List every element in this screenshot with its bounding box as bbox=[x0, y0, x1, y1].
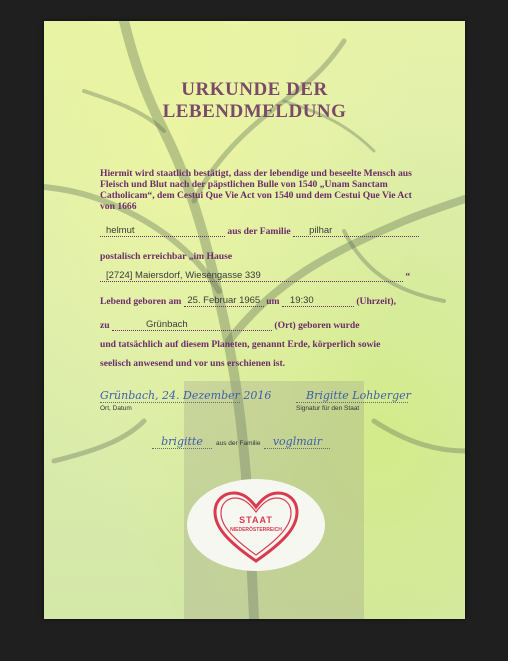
family-label: aus der Familie bbox=[227, 226, 291, 237]
seal-text-region: NIEDERÖSTERREICH bbox=[230, 527, 282, 533]
zu-label: zu bbox=[100, 320, 110, 331]
state-seal bbox=[187, 479, 325, 571]
intro-paragraph: Hiermit wird staatlich bestätigt, dass der lebendige und beseelte Mensch aus Fleisch und Blut nach der päpstlichen Bulle von 1540 „Unam Sanctam Catholicam“, dem Cestui Que Vie Act von 1540 und dem Cestui Que Vie Act von 1666 bbox=[100, 168, 412, 212]
place-date-line bbox=[100, 402, 240, 403]
name-line bbox=[100, 225, 419, 239]
first-name-field: helmut bbox=[100, 225, 225, 237]
address-field: [2724] Maiersdorf, Wiesengasse 339 bbox=[100, 270, 403, 282]
soul-line: seelisch anwesend und vor uns erschienen ist. bbox=[100, 358, 286, 369]
certificate-page bbox=[44, 21, 465, 619]
seal-text-staat: STAAT bbox=[239, 515, 273, 525]
birth-time-field: 19:30 bbox=[282, 295, 354, 307]
planet-line: und tatsächlich auf diesem Planeten, genannt Erde, körperlich sowie bbox=[100, 339, 381, 350]
place-date-label: Ort, Datum bbox=[100, 405, 132, 412]
state-signature-line bbox=[296, 402, 408, 403]
witness-line bbox=[152, 432, 330, 448]
heart-stamp-icon bbox=[187, 479, 325, 571]
family-name-field: pilhar bbox=[293, 225, 419, 237]
place-suffix: (Ort) geboren wurde bbox=[274, 320, 360, 331]
witness-first-name: brigitte bbox=[152, 435, 212, 449]
birth-place-line bbox=[100, 319, 360, 333]
certificate-title-line1: URKUNDE DER bbox=[181, 79, 328, 100]
address-close-quote: “ bbox=[405, 271, 411, 282]
state-signature: Brigitte Lohberger bbox=[306, 389, 411, 402]
birth-place-field: Grünbach bbox=[112, 319, 272, 331]
witness-family-name: voglmair bbox=[264, 435, 330, 449]
born-label: Lebend geboren am bbox=[100, 296, 182, 307]
address-line bbox=[100, 270, 410, 284]
witness-family-label: aus der Familie bbox=[216, 440, 261, 447]
at-label: um bbox=[266, 296, 280, 307]
birth-date-line bbox=[100, 295, 396, 309]
certificate-title-line2: LEBENDMELDUNG bbox=[162, 101, 347, 122]
time-suffix: (Uhrzeit), bbox=[356, 296, 397, 307]
state-signature-label: Signatur für den Staat bbox=[296, 405, 360, 412]
place-date-handwritten: Grünbach, 24. Dezember 2016 bbox=[100, 389, 272, 402]
postal-label: postalisch erreichbar „im Hause bbox=[100, 251, 233, 262]
birth-date-field: 25. Februar 1965 bbox=[184, 295, 264, 307]
